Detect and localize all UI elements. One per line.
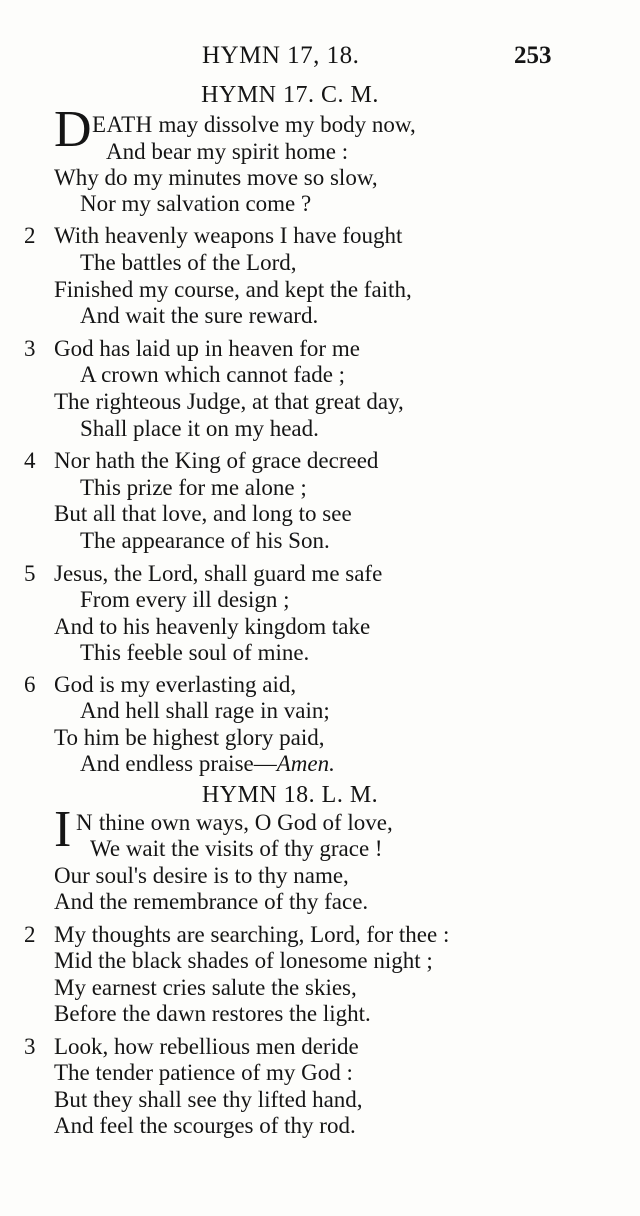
stanza-line: And the remembrance of thy face. [54, 889, 369, 914]
stanza-line: Look, how rebellious men deride [54, 1034, 359, 1059]
stanza-line: Mid the black shades of lonesome night ; [54, 948, 433, 973]
stanza-line: God has laid up in heaven for me [54, 336, 360, 361]
stanza-line: The appearance of his Son. [80, 528, 330, 553]
stanza-line: From every ill design ; [80, 587, 290, 612]
hymn-17-first-word: EATH [92, 112, 153, 137]
stanza-line: Why do my minutes move so slow, [54, 165, 378, 190]
stanza-line: And to his heavenly kingdom take [54, 614, 371, 639]
stanza-line: The battles of the Lord, [80, 250, 297, 275]
hymn-17-dropcap: D [54, 101, 92, 158]
hymn-18-title: HYMN 18. L. M. [201, 782, 379, 808]
stanza-number: 6 [24, 672, 36, 697]
stanza-line: Our soul's desire is to thy name, [54, 863, 349, 888]
stanza-line: This prize for me alone ; [80, 475, 307, 500]
stanza-line-last [80, 751, 335, 777]
amen-italic: Amen. [276, 751, 335, 776]
stanza-line: Nor hath the King of grace decreed [54, 448, 379, 473]
stanza-line: And feel the scourges of thy rod. [54, 1113, 356, 1138]
stanza-number: 4 [24, 448, 36, 473]
stanza-line: And hell shall rage in vain; [80, 698, 330, 723]
stanza-line: The righteous Judge, at that great day, [54, 389, 404, 414]
stanza-line: Nor my salvation come ? [80, 191, 312, 216]
stanza-line: We wait the visits of thy grace ! [90, 836, 383, 861]
stanza-number: 2 [24, 922, 36, 947]
stanza-line-text: And endless praise— [80, 751, 277, 776]
stanza-line: But they shall see thy lifted hand, [54, 1087, 363, 1112]
stanza-line: Shall place it on my head. [80, 416, 319, 441]
stanza-line: A crown which cannot fade ; [80, 362, 346, 387]
stanza-number: 5 [24, 561, 36, 586]
stanza-line: Jesus, the Lord, shall guard me safe [54, 561, 383, 586]
hymn-17-first-line-rest: may dissolve my body now, [152, 112, 416, 137]
stanza-line: God is my everlasting aid, [54, 672, 297, 697]
stanza-line: My thoughts are searching, Lord, for thee : [54, 922, 450, 947]
hymn-18-first-line-rest: thine own ways, O God of love, [93, 810, 393, 835]
stanza-number: 2 [24, 223, 36, 248]
running-head [0, 42, 640, 74]
stanza-line: Finished my course, and kept the faith, [54, 277, 412, 302]
stanza-line: My earnest cries salute the skies, [54, 975, 357, 1000]
hymn-18-first-line [76, 810, 393, 836]
stanza-number: 3 [24, 336, 36, 361]
stanza-line: And bear my spirit home : [106, 139, 349, 164]
stanza-line: Before the dawn restores the light. [54, 1001, 371, 1026]
hymn-17-first-line [92, 112, 416, 138]
hymn-18-first-word: N [76, 810, 94, 835]
stanza-line: With heavenly weapons I have fought [54, 223, 403, 248]
stanza-line: And wait the sure reward. [80, 303, 319, 328]
page-number: 253 [514, 42, 552, 69]
stanza-line: This feeble soul of mine. [80, 640, 310, 665]
running-title: HYMN 17, 18. [202, 42, 360, 69]
stanza-line: But all that love, and long to see [54, 501, 352, 526]
stanza-line: The tender patience of my God : [54, 1060, 353, 1085]
hymn-18-dropcap: I [54, 801, 72, 858]
stanza-line: To him be highest glory paid, [54, 725, 325, 750]
stanza-number: 3 [24, 1034, 36, 1059]
hymn-17-title: HYMN 17. C. M. [201, 82, 379, 108]
